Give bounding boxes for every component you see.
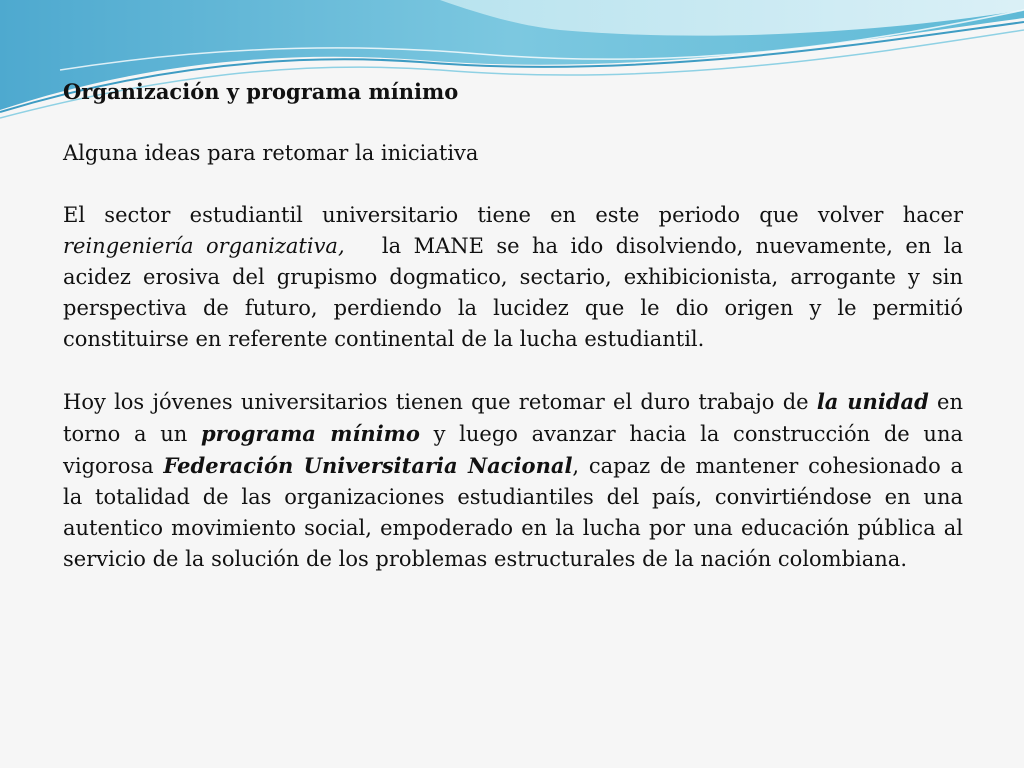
slide-content — [63, 76, 963, 575]
paragraph-1-text-a: El sector estudiantil universitario tiene en este periodo que volver hacer — [63, 203, 963, 227]
paragraph-2-text-b: en torno a un — [63, 390, 963, 446]
paragraph-1-italic: reingeniería organizativa, — [63, 234, 345, 258]
emphasis-la-unidad: la unidad — [816, 389, 929, 414]
paragraph-1 — [63, 200, 963, 355]
emphasis-federacion: Federación Universitaria Nacional — [163, 453, 573, 478]
emphasis-programa-minimo: programa mínimo — [200, 421, 420, 446]
slide-title: Organización y programa mínimo — [63, 79, 459, 104]
slide-subtitle: Alguna ideas para retomar la iniciativa — [63, 141, 479, 165]
paragraph-2-text-a: Hoy los jóvenes universitarios tienen que retomar el duro trabajo de — [63, 390, 809, 414]
paragraph-2-text-c: y luego avanzar hacia la construcción de una vigorosa — [63, 422, 964, 478]
paragraph-2-text-d: , capaz de mantener cohesionado a la totalidad de las organizaciones estudiantiles del país, convirtiéndose en una autentico movimiento social, empoderado en la lucha por una educación pública al servicio de la solución de los problemas estructurales de la nación colombiana. — [63, 454, 963, 571]
paragraph-2 — [63, 386, 963, 575]
paragraph-1-text-b: la MANE se ha ido disolviendo, nuevamente, en la acidez erosiva del grupismo dogmatico, sectario, exhibicionista, arrogante y sin perspectiva de futuro, perdiendo la lucidez que le dio origen y le permitió constituirse en referente continental de la lucha estudiantil. — [63, 234, 963, 351]
